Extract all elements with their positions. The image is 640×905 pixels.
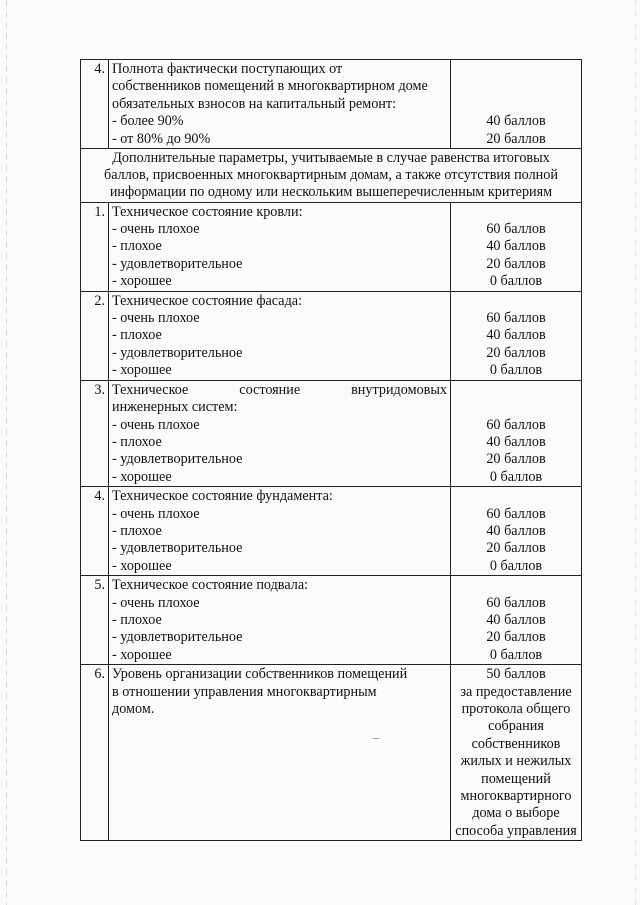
- row-number: 5.: [81, 576, 109, 665]
- table-row: [81, 202, 582, 291]
- table-row: [81, 380, 582, 486]
- criterion-points: 60 баллов 40 баллов 20 баллов 0 баллов: [451, 202, 582, 291]
- table-row: [81, 60, 582, 149]
- criterion-text: Полнота фактически поступающих от собственников помещений в многоквартирном доме обязательных взносов на капитальный ремонт: - более 90% - от 80% до 90%: [109, 60, 451, 149]
- row-number: 3.: [81, 380, 109, 486]
- row-number: 2.: [81, 291, 109, 380]
- criterion-points: 60 баллов 40 баллов 20 баллов 0 баллов: [451, 380, 582, 486]
- criterion-points: 50 баллов за предоставление протокола общего собрания собственников жилых и нежилых помещений многоквартирного дома о выборе способа управления: [451, 665, 582, 841]
- additional-parameters-header: Дополнительные параметры, учитываемые в случае равенства итоговых баллов, присвоенных многоквартирным домам, а также отсутствия полной информации по одному или нескольким вышеперечисленным критериям: [81, 149, 582, 203]
- criterion-points: 60 баллов 40 баллов 20 баллов 0 баллов: [451, 487, 582, 576]
- row-number: 4.: [81, 60, 109, 149]
- criterion-text: Техническое состояние внутридомовых инженерных систем: - очень плохое - плохое - удовлетворительное - хорошее: [109, 380, 451, 486]
- table-row: [81, 665, 582, 841]
- row-number: 4.: [81, 487, 109, 576]
- justified-title-line: Техническое состояние внутридомовых: [112, 381, 447, 398]
- row-number: 6.: [81, 665, 109, 841]
- criterion-text: Техническое состояние фундамента: - очень плохое - плохое - удовлетворительное - хорошее: [109, 487, 451, 576]
- row-number: 1.: [81, 202, 109, 291]
- scan-edge-right: [635, 0, 636, 905]
- criterion-points: 60 баллов 40 баллов 20 баллов 0 баллов: [451, 291, 582, 380]
- criteria-table: [80, 59, 582, 841]
- table-row: [81, 576, 582, 665]
- criterion-text: Техническое состояние фасада: - очень плохое - плохое - удовлетворительное - хорошее: [109, 291, 451, 380]
- criterion-points: 60 баллов 40 баллов 20 баллов 0 баллов: [451, 576, 582, 665]
- criterion-points: 40 баллов 20 баллов: [451, 60, 582, 149]
- table-row: [81, 487, 582, 576]
- table-row: [81, 291, 582, 380]
- criterion-text: Техническое состояние подвала: - очень плохое - плохое - удовлетворительное - хорошее: [109, 576, 451, 665]
- criterion-text: Техническое состояние кровли: - очень плохое - плохое - удовлетворительное - хорошее: [109, 202, 451, 291]
- scan-edge-left: [6, 0, 7, 905]
- section-header-row: [81, 149, 582, 203]
- criterion-text: Уровень организации собственников помещений в отношении управления многоквартирным домом.: [109, 665, 451, 841]
